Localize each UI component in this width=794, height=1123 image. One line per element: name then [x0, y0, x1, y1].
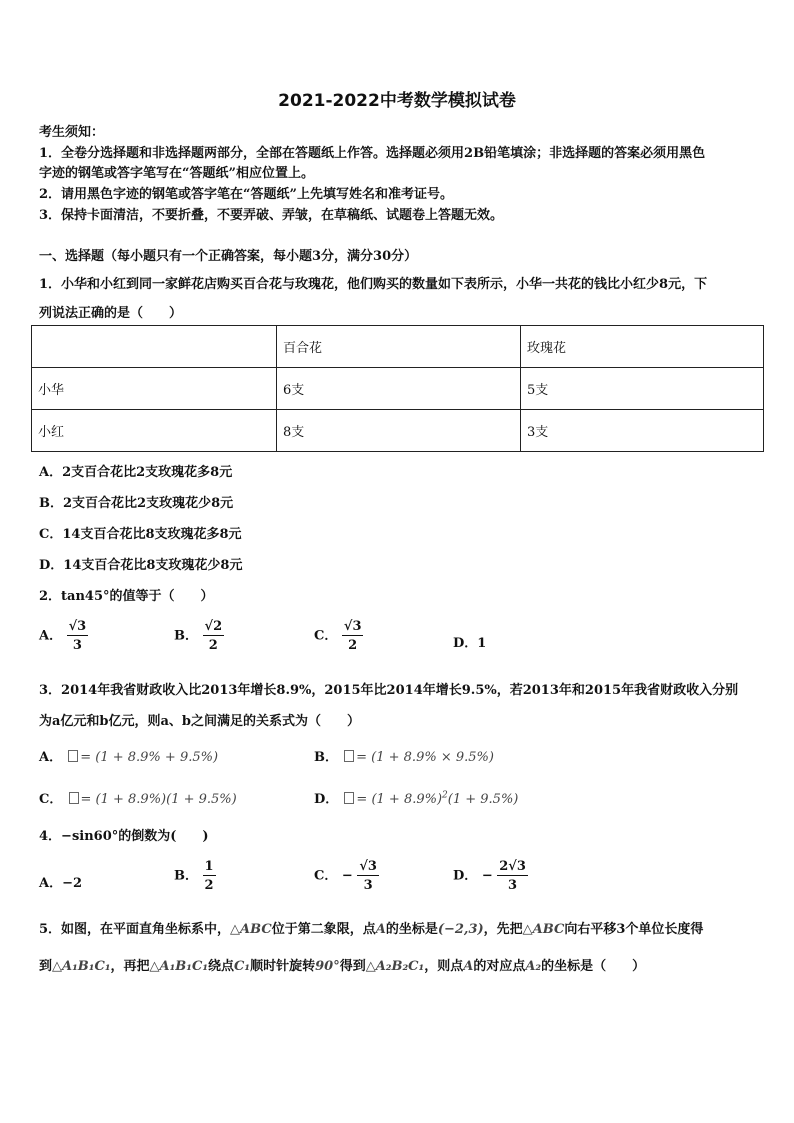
option-label: C． [39, 792, 63, 807]
table-cell: 5支 [521, 368, 764, 410]
math: (−2,3) [437, 922, 484, 937]
option-label: D． [314, 792, 339, 807]
math: △ABC [230, 922, 272, 937]
q1-option-b: B．2支百合花比2支玫瑰花少8元 [39, 496, 234, 511]
page-title: 2021-2022中考数学模拟试卷 [278, 91, 516, 111]
fraction [357, 860, 379, 892]
text: 的对应点 [473, 959, 526, 974]
q3-option-b [314, 746, 494, 765]
q1-stem-a: 1．小华和小红到同一家鲜花店购买百合花与玫瑰花，他们购买的数量如下表所示，小华一共花的钱比小红少8元，下 [39, 277, 708, 292]
q1-option-d: D．14支百合花比8支玫瑰花少8元 [39, 558, 243, 573]
denominator: 2 [204, 878, 214, 893]
option-label: A． [39, 628, 63, 644]
q1-stem-b: 列说法正确的是（ ） [39, 306, 183, 321]
radicand: 3 [367, 859, 377, 874]
math: A₂ [525, 959, 542, 974]
math: △ABC [522, 922, 565, 937]
option-label: A． [39, 750, 63, 765]
text: 位于第二象限，点 [271, 922, 376, 937]
option-label: B． [174, 628, 198, 644]
q5-line-1 [39, 918, 703, 937]
option-label: C． [314, 868, 338, 884]
q3-option-c [39, 788, 237, 807]
section-heading: 一、选择题（每小题只有一个正确答案，每小题3分，满分30分） [39, 249, 418, 264]
table-cell: 3支 [521, 410, 764, 452]
math: △A₁B₁C₁ [52, 959, 111, 974]
q5-line-2 [39, 955, 645, 974]
q3-stem-b: 为a亿元和b亿元，则a、b之间满足的关系式为（ ） [39, 714, 361, 729]
text: ，先把 [483, 922, 523, 937]
math: △A₂B₂C₁ [365, 959, 425, 974]
q4-option-d [453, 860, 528, 892]
text: 向右平移3个单位长度得 [564, 922, 704, 937]
table-header-row [32, 326, 764, 368]
radical-sign: √ [68, 619, 78, 634]
fraction [497, 860, 528, 892]
denominator: 3 [363, 878, 373, 893]
q2-option-c [314, 620, 363, 652]
text: 得到 [339, 959, 366, 974]
q4-option-b [174, 860, 216, 892]
math: A [375, 922, 386, 937]
table-header-cell: 玫瑰花 [521, 326, 764, 368]
formula: (1 + 9.5%) [447, 792, 519, 807]
denominator: 3 [72, 638, 82, 653]
q2-option-a [39, 620, 88, 652]
table-row [32, 368, 764, 410]
q4-option-c [314, 860, 379, 892]
text: 5．如图，在平面直角坐标系中， [39, 922, 231, 937]
option-label: B． [174, 868, 198, 884]
text: 到 [39, 959, 53, 974]
radicand: 2 [213, 619, 223, 634]
q3-option-d [314, 788, 518, 807]
fraction [203, 620, 225, 652]
minus-sign: − [341, 868, 353, 884]
radical-sign: √ [508, 859, 517, 874]
formula: = (1 + 8.9%)(1 + 9.5%) [80, 792, 237, 807]
radical-sign: √ [343, 619, 353, 634]
placeholder-box-icon [68, 750, 78, 762]
radicand: 3 [352, 619, 362, 634]
q2-option-b [174, 620, 224, 652]
denominator: 3 [508, 878, 518, 893]
fraction [203, 860, 216, 892]
table-header-cell [32, 326, 277, 368]
table-cell: 8支 [277, 410, 521, 452]
q3-stem-a: 3．2014年我省财政收入比2013年增长8.9%，2015年比2014年增长9.5%，若2013年和2015年我省财政收入分别 [39, 683, 739, 698]
radicand: 3 [77, 619, 87, 634]
table-cell: 小红 [32, 410, 277, 452]
table-cell: 6支 [277, 368, 521, 410]
q3-option-a [39, 746, 218, 765]
notice-line-1b: 字迹的钢笔或答字笔写在“答题纸”相应位置上。 [39, 166, 314, 181]
radical-sign: √ [204, 619, 214, 634]
fraction [342, 620, 364, 652]
table-row [32, 410, 764, 452]
math: 90° [315, 959, 340, 974]
q1-option-a: A．2支百合花比2支玫瑰花多8元 [39, 465, 233, 480]
radicand: 3 [516, 859, 526, 874]
q4-option-a: A．−2 [39, 876, 83, 891]
q2-option-d: D．1 [453, 636, 487, 651]
placeholder-box-icon [69, 792, 79, 804]
option-label: B． [314, 750, 338, 765]
notice-heading: 考生须知： [39, 125, 105, 140]
formula: = (1 + 8.9% × 9.5%) [356, 750, 494, 765]
text: ，再把 [110, 959, 150, 974]
table-header-cell: 百合花 [277, 326, 521, 368]
fraction [67, 620, 89, 652]
formula: = (1 + 8.9% + 9.5%) [80, 750, 219, 765]
text: 的坐标是（ ） [541, 959, 646, 974]
denominator: 2 [208, 638, 218, 653]
text: 顺时针旋转 [250, 959, 316, 974]
exponent: 2 [442, 790, 448, 801]
option-label: D． [453, 868, 478, 884]
q4-stem: 4．−sin60°的倒数为( ) [39, 829, 209, 844]
text: 绕点 [208, 959, 235, 974]
denominator: 2 [348, 638, 358, 653]
math: △A₁B₁C₁ [149, 959, 209, 974]
notice-line-1: 1．全卷分选择题和非选择题两部分，全部在答题纸上作答。选择题必须用2B铅笔填涂；非选择题的答案必须用黑色 [39, 146, 706, 161]
radical-sign: √ [359, 859, 368, 874]
placeholder-box-icon [344, 792, 354, 804]
text: ，则点 [424, 959, 464, 974]
notice-line-2: 2．请用黑色字迹的钢笔或答字笔在“答题纸”上先填写姓名和准考证号。 [39, 187, 454, 202]
notice-line-3: 3．保持卡面清洁，不要折叠，不要弄破、弄皱，在草稿纸、试题卷上答题无效。 [39, 208, 504, 223]
text: 的坐标是 [385, 922, 438, 937]
q2-stem: 2．tan45°的值等于（ ） [39, 589, 214, 604]
minus-sign: − [481, 868, 493, 884]
math: C₁ [234, 959, 251, 974]
q1-table [31, 325, 764, 452]
numerator: 1 [204, 859, 214, 874]
coefficient: 2 [499, 859, 509, 874]
placeholder-box-icon [344, 750, 354, 762]
math: A [463, 959, 474, 974]
formula: = (1 + 8.9%) [356, 792, 443, 807]
table-cell: 小华 [32, 368, 277, 410]
option-label: C． [314, 628, 338, 644]
q1-option-c: C．14支百合花比8支玫瑰花多8元 [39, 527, 242, 542]
